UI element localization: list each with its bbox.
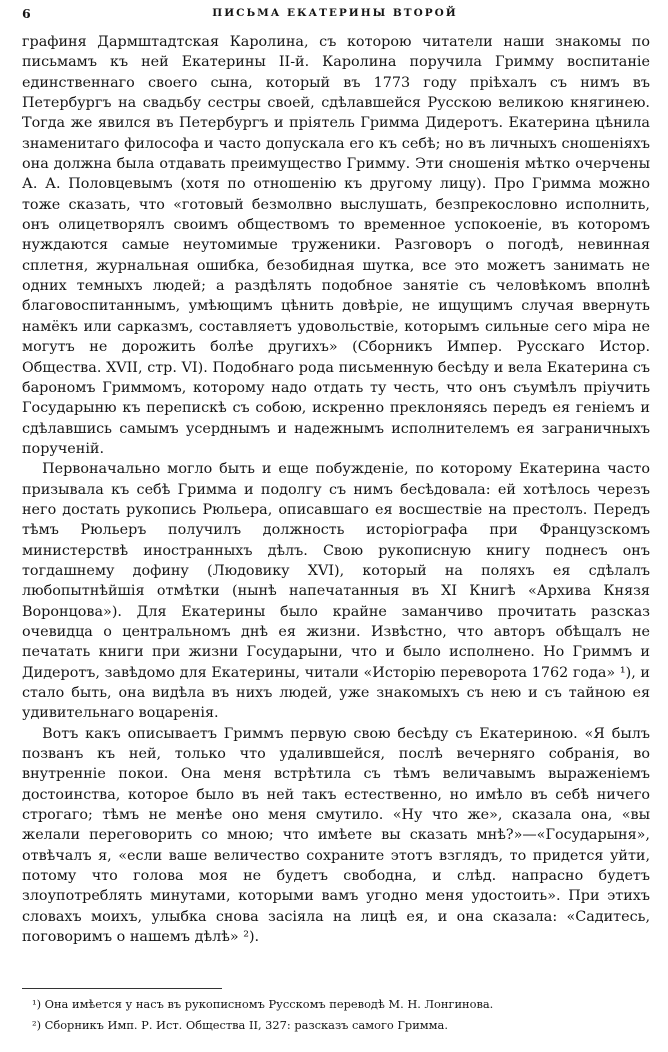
footnotes xyxy=(32,994,648,1036)
page-header xyxy=(22,4,648,26)
body-text xyxy=(22,32,650,947)
paragraph-3: Вотъ какъ описываетъ Гриммъ первую свою бесѣду съ Екатериною. «Я былъ позванъ къ ней, только что удалившейся, послѣ вечерняго собранія, во внутренніе покои. Она меня встрѣтила съ тѣмъ величавымъ выраженіемъ достоинства, которое было въ ней такъ естественно, но имѣло въ себѣ ничего строгаго; тѣмъ не менѣе оно меня смутило. «Ну что же», сказала она, «вы желали переговорить со мною; что имѣете вы сказать мнѣ?»—«Государыня», отвѣчалъ я, «если ваше величество сохраните этотъ взглядъ, то придется уйти, потому что голова моя не будетъ свободна, и слѣд. напрасно будетъ злоупотреблять минутами, которыми вамъ угодно меня удостоить». При этихъ словахъ моихъ, улыбка снова засіяла на лицѣ ея, и она сказала: «Садитесь, поговоримъ о нашемъ дѣлѣ» ²). xyxy=(22,725,650,946)
paragraph-1: графиня Дармштадтская Каролина, съ которою читатели наши знакомы по письмамъ къ ней Екатерины II-й. Каролина поручила Гримму воспитаніе единственнаго своего сына, который въ 1773 году пріѣхалъ съ нимъ въ Петербургъ на свадьбу сестры своей, сдѣлавшейся Русскою великою княгинею. Тогда же явился въ Петербургъ и пріятель Гримма Дидеротъ. Екатерина цѣнила знаменитаго философа и часто допускала его къ себѣ; но въ личныхъ сношеніяхъ она должна была отдавать преимущество Гримму. Эти сношенія мѣтко очерчены А. А. Половцевымъ (хотя по отношенію къ другому лицу). Про Гримма можно тоже сказать, что «готовый безмолвно выслушать, безпрекословно исполнить, онъ олицетворялъ своимъ обществомъ то временное успокоеніе, въ которомъ нуждаются самые неутомимые труженики. Разговоръ о погодѣ, невинная сплетня, журнальная ошибка, безобидная шутка, все это можетъ занимать не одних темныхъ людей; а раздѣлять подобное занятіе съ человѣкомъ вполнѣ благовоспитаннымъ, умѣющимъ цѣнить довѣріе, не ищущимъ случая ввернуть намёкъ или сарказмъ, составляетъ удовольствіе, которымъ сильные сего міра не могутъ не дорожить болѣе другихъ» (Сборникъ Импер. Русскаго Истор. Общества. XVII, стр. VI). Подобнаго рода письменную бесѣду и вела Екатерина съ барономъ Гриммомъ, которому надо отдать ту честь, что онъ съумѣлъ пріучить Государыню къ перепискѣ съ собою, искренно преклоняясь передъ ея геніемъ и сдѣлавшись самымъ усерднымъ и надежнымъ исполнителемъ ея заграничныхъ порученій. xyxy=(22,34,650,457)
footnote-2: ²) Сборникъ Имп. Р. Ист. Общества II, 327: разсказъ самого Гримма. xyxy=(32,1018,448,1032)
paragraph-2: Первоначально могло быть и еще побужденіе, по которому Екатерина часто призывала къ себѣ Гримма и подолгу съ нимъ бесѣдовала: ей хотѣлось черезъ него достать рукопись Рюльера, описавшаго ея восшествіе на престолъ. Передъ тѣмъ Рюльеръ получилъ должность исторіографа при Французскомъ министерствѣ иностранныхъ дѣлъ. Свою рукописную книгу поднесъ онъ тогдашнему дофину (Людовику XVI), который на поляхъ ея сдѣлалъ любопытнѣйшія отмѣтки (нынѣ напечатанныя въ XI Книгѣ «Архива Князя Воронцова»). Для Екатерины было крайне заманчиво прочитать разсказ очевидца о центральномъ днѣ ея жизни. Извѣстно, что авторъ обѣщалъ не печатать книги при жизни Государыни, что и было исполнено. Но Гриммъ и Дидеротъ, завѣдомо для Екатерины, читали «Исторію переворота 1762 года» ¹), и стало быть, она видѣла въ нихъ людей, уже знакомыхъ съ нею и съ тайною ея удивительнаго воцаренія. xyxy=(22,461,650,722)
page-number: 6 xyxy=(22,6,31,21)
footnote-rule xyxy=(22,988,222,989)
running-title: ПИСЬМА ЕКАТЕРИНЫ ВТОРОЙ xyxy=(212,7,458,19)
footnote-1: ¹) Она имѣется у насъ въ рукописномъ Русскомъ переводѣ М. Н. Лонгинова. xyxy=(32,997,494,1011)
